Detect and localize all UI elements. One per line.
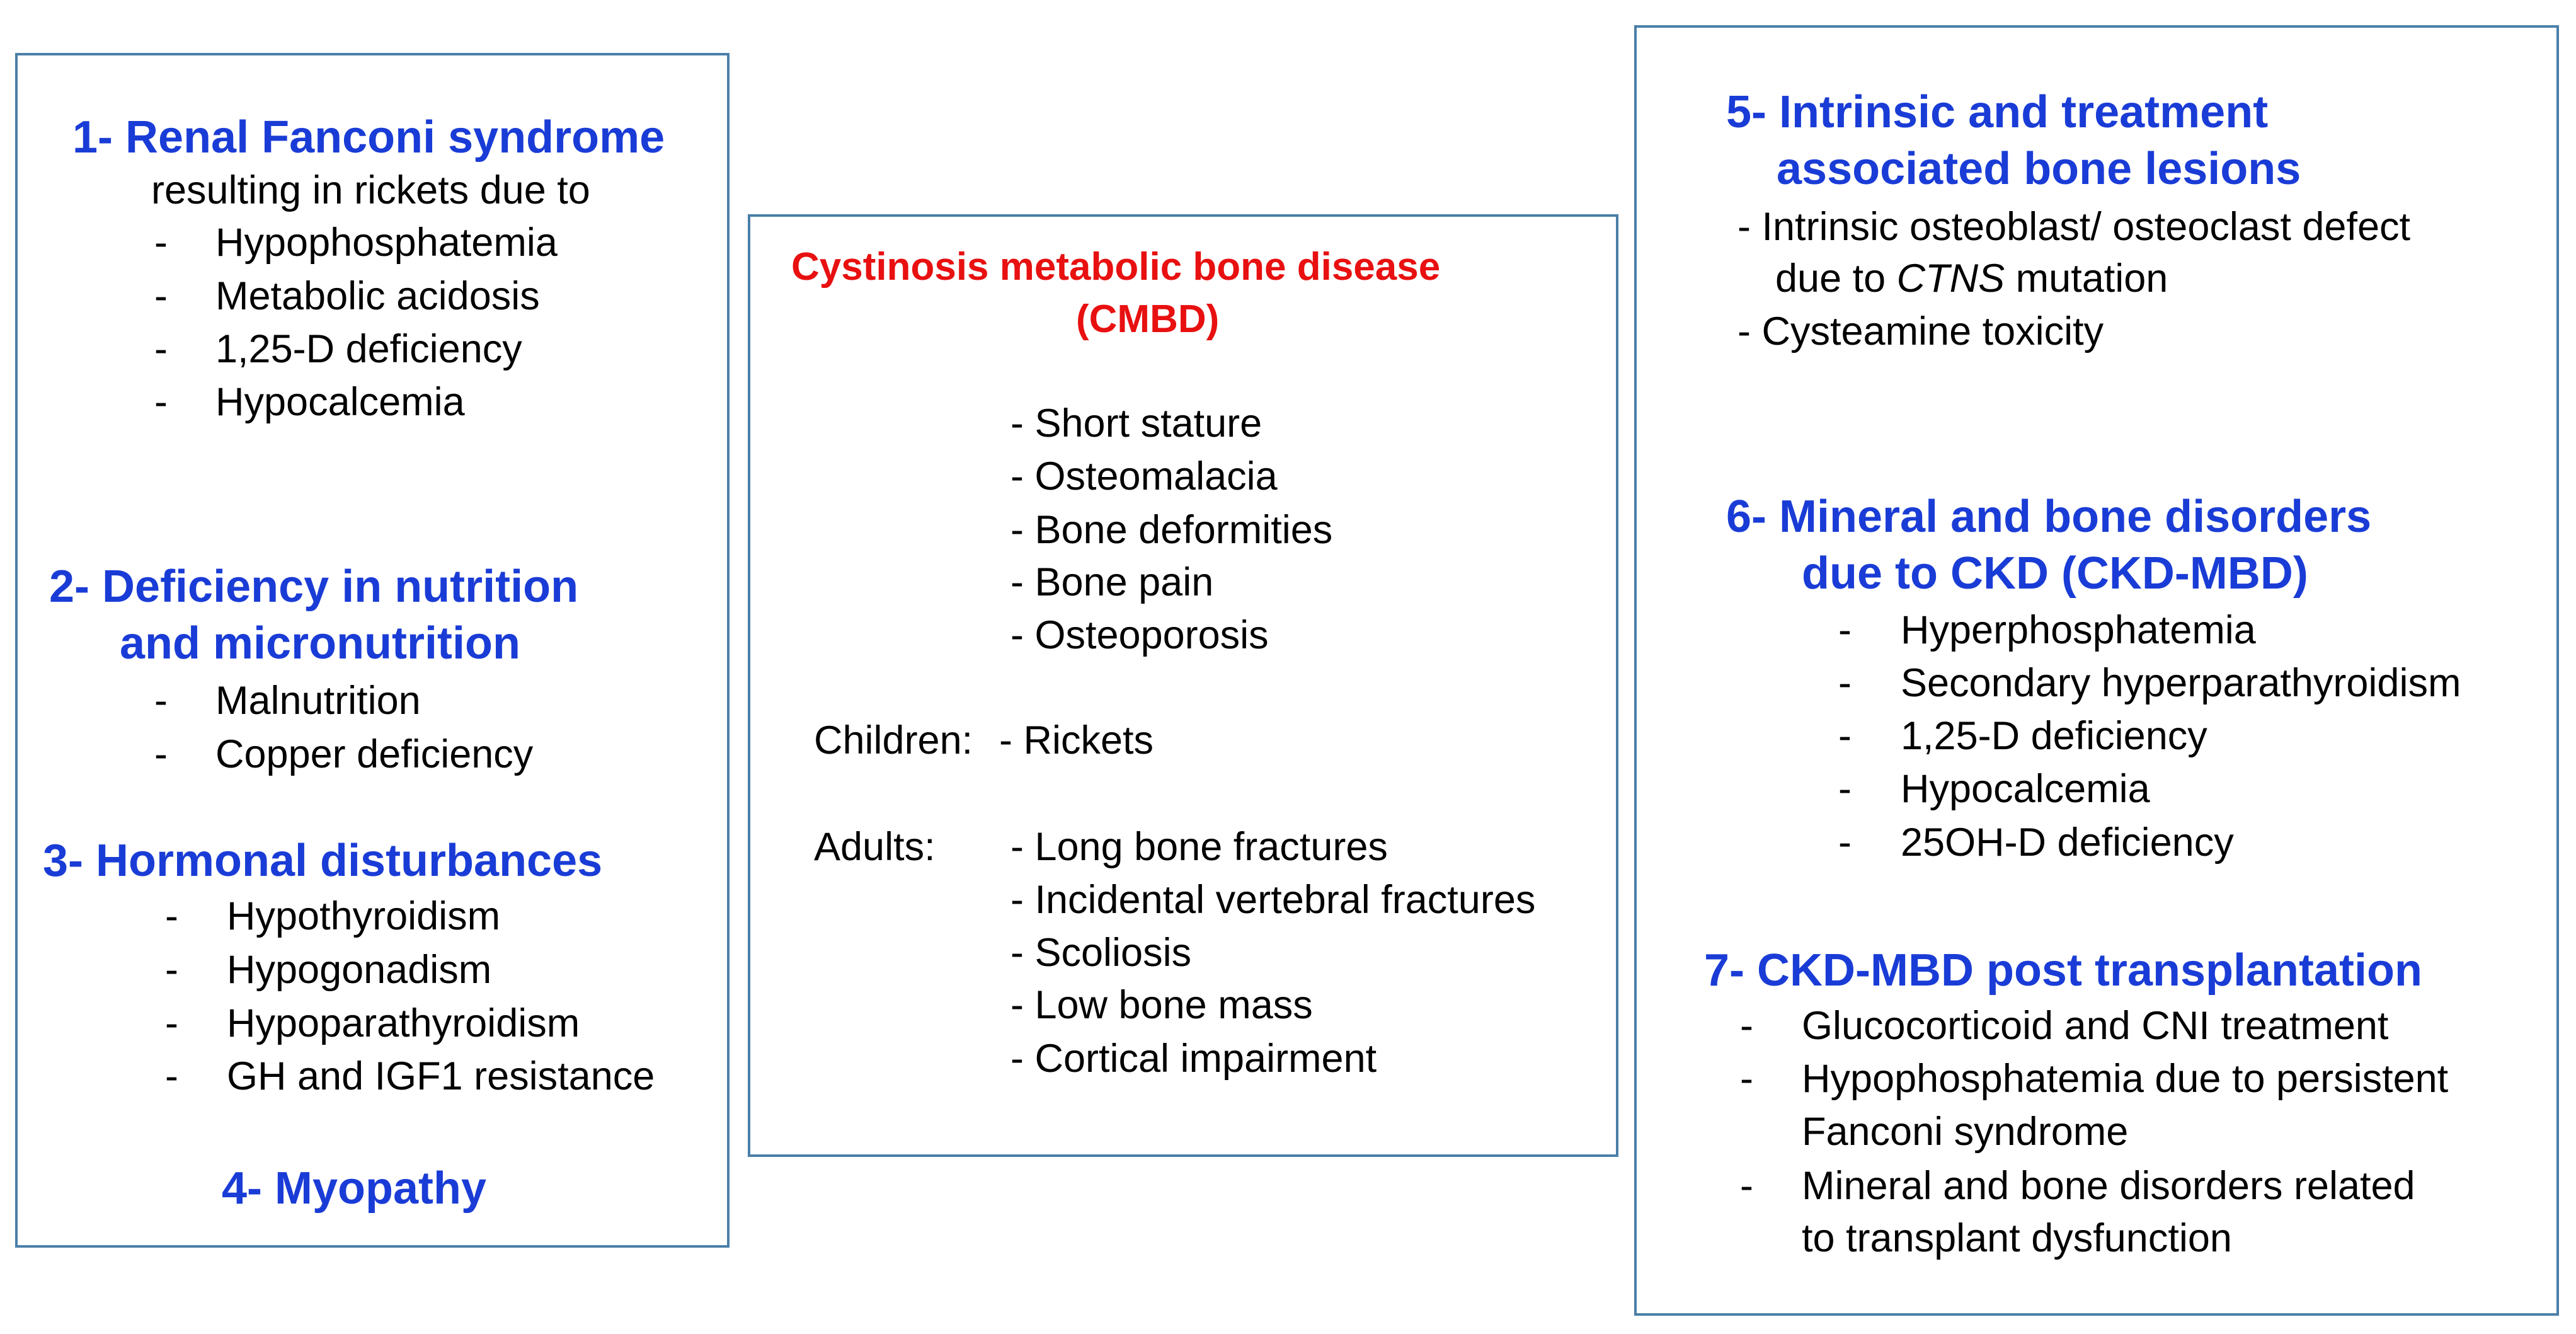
list-item: Mineral and bone disorders related bbox=[1802, 1164, 2415, 1208]
adults-label: Adults: bbox=[814, 825, 936, 869]
list-dash: - bbox=[1740, 1004, 1753, 1048]
center-title-line1: Cystinosis metabolic bone disease bbox=[791, 245, 1441, 289]
list-dash: - bbox=[154, 732, 168, 776]
section-6-title-line1: 6- Mineral and bone disorders bbox=[1726, 492, 2372, 542]
list-dash: - bbox=[165, 948, 178, 992]
list-item: - Bone pain bbox=[1010, 560, 1214, 604]
list-item: Malnutrition bbox=[215, 679, 421, 723]
section-1-title: 1- Renal Fanconi syndrome bbox=[72, 112, 665, 163]
list-dash: - bbox=[1740, 1164, 1753, 1208]
list-item: Hypogonadism bbox=[227, 948, 492, 992]
section-7-title: 7- CKD-MBD post transplantation bbox=[1704, 945, 2422, 996]
section-5-title-line2: associated bone lesions bbox=[1777, 144, 2301, 194]
section-5-title-line1: 5- Intrinsic and treatment bbox=[1726, 87, 2269, 137]
list-dash: - bbox=[1838, 608, 1852, 652]
list-item: - Cortical impairment bbox=[1010, 1037, 1377, 1081]
list-item: 25OH-D deficiency bbox=[1901, 820, 2234, 865]
children-item: - Rickets bbox=[999, 718, 1154, 762]
ctns-gene: CTNS bbox=[1896, 256, 2005, 301]
list-dash: - bbox=[1838, 767, 1852, 811]
list-item: Hypophosphatemia due to persistent bbox=[1802, 1057, 2449, 1101]
list-item: Hypophosphatemia bbox=[215, 221, 558, 265]
list-dash: - bbox=[165, 894, 178, 938]
section-1-intro: resulting in rickets due to bbox=[151, 168, 590, 212]
list-item: 1,25-D deficiency bbox=[1901, 714, 2207, 758]
list-item: Copper deficiency bbox=[215, 732, 534, 776]
list-dash: - bbox=[1740, 1057, 1753, 1101]
list-item: Hypothyroidism bbox=[227, 894, 501, 938]
section-3-title: 3- Hormonal disturbances bbox=[43, 836, 603, 886]
center-title-line2: (CMBD) bbox=[1076, 297, 1220, 341]
list-item: 1,25-D deficiency bbox=[215, 327, 522, 371]
list-item: Hypoparathyroidism bbox=[227, 1001, 580, 1045]
list-dash: - bbox=[154, 679, 168, 723]
list-item: - Scoliosis bbox=[1010, 931, 1192, 975]
section-2-title-line2: and micronutrition bbox=[120, 618, 520, 669]
list-item-continuation: to transplant dysfunction bbox=[1802, 1216, 2232, 1260]
section-5-item1-line2: due to CTNS mutation bbox=[1775, 256, 2168, 301]
section-4-title: 4- Myopathy bbox=[222, 1163, 487, 1214]
list-item: GH and IGF1 resistance bbox=[227, 1054, 655, 1098]
list-dash: - bbox=[165, 1054, 178, 1098]
list-item: Glucocorticoid and CNI treatment bbox=[1802, 1004, 2389, 1048]
list-item-continuation: Fanconi syndrome bbox=[1802, 1110, 2129, 1154]
list-dash: - bbox=[154, 274, 168, 318]
section-6-title-line2: due to CKD (CKD-MBD) bbox=[1802, 548, 2308, 599]
list-item: Hypocalcemia bbox=[1901, 767, 2150, 811]
list-item: - Bone deformities bbox=[1010, 508, 1333, 552]
list-dash: - bbox=[1838, 714, 1852, 758]
list-item: - Osteoporosis bbox=[1010, 613, 1269, 657]
list-item: - Osteomalacia bbox=[1010, 454, 1278, 498]
list-item: - Short stature bbox=[1010, 401, 1262, 446]
list-dash: - bbox=[154, 221, 168, 265]
section-5-item1-line1: - Intrinsic osteoblast/ osteoclast defect bbox=[1737, 205, 2411, 249]
list-dash: - bbox=[1838, 820, 1852, 865]
list-dash: - bbox=[1838, 661, 1852, 705]
list-item: Metabolic acidosis bbox=[215, 274, 540, 318]
list-dash: - bbox=[154, 327, 168, 371]
list-item: Hyperphosphatemia bbox=[1901, 608, 2256, 652]
list-item: - Incidental vertebral fractures bbox=[1010, 878, 1536, 922]
children-label: Children: bbox=[814, 718, 973, 762]
list-item: Secondary hyperparathyroidism bbox=[1901, 661, 2461, 705]
list-item: Hypocalcemia bbox=[215, 380, 465, 424]
list-item: - Low bone mass bbox=[1010, 983, 1313, 1027]
list-item: - Long bone fractures bbox=[1010, 825, 1388, 869]
section-5-item2: - Cysteamine toxicity bbox=[1737, 309, 2104, 354]
list-dash: - bbox=[154, 380, 168, 424]
list-dash: - bbox=[165, 1001, 178, 1045]
section-2-title-line1: 2- Deficiency in nutrition bbox=[49, 561, 579, 612]
